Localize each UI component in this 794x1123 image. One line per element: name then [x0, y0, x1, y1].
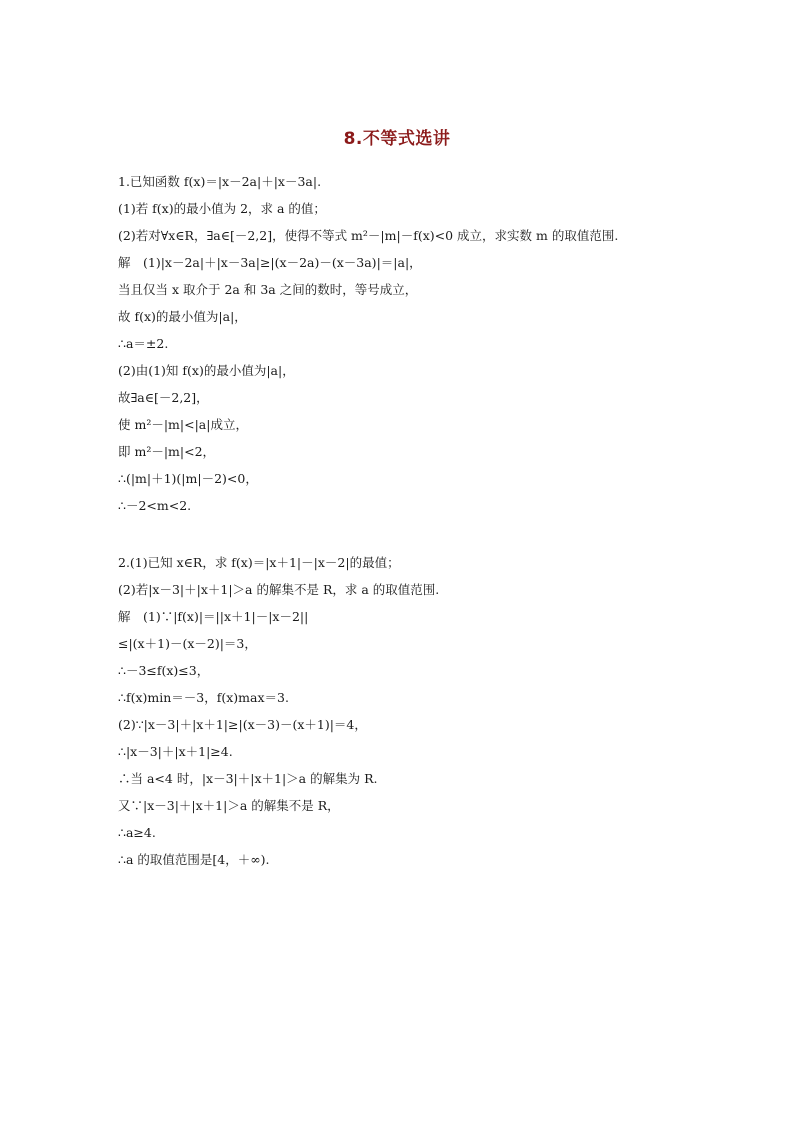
solution-line: 故 f(x)的最小值为|a|，	[118, 309, 247, 324]
problem-2	[118, 549, 738, 873]
solution-line: 又∵|x－3|＋|x＋1|＞a 的解集不是 R，	[118, 798, 340, 813]
page-title: 8.不等式选讲	[343, 129, 451, 149]
solution-line: ∴当 a<4 时，|x－3|＋|x＋1|＞a 的解集为 R.	[118, 771, 378, 786]
problem-1	[118, 168, 738, 519]
solution-line: ∴－3≤f(x)≤3，	[118, 663, 210, 678]
problem-1-statement: 1.已知函数 f(x)＝|x－2a|＋|x－3a|.	[118, 174, 322, 189]
solution-line: 解 (1)|x－2a|＋|x－3a|≥|(x－2a)－(x－3a)|＝|a|，	[118, 255, 422, 270]
solution-line: ∴a 的取值范围是[4，＋∞).	[118, 852, 270, 867]
solution-line: ∴(|m|＋1)(|m|－2)<0，	[118, 471, 258, 486]
problem-2-part-2: (2)若|x－3|＋|x＋1|＞a 的解集不是 R，求 a 的取值范围.	[118, 582, 440, 597]
solution-line: 即 m²－|m|<2，	[118, 444, 216, 459]
problem-1-part-1: (1)若 f(x)的最小值为 2，求 a 的值；	[118, 201, 326, 216]
problem-2-part-1: 2.(1)已知 x∈R，求 f(x)＝|x＋1|－|x－2|的最值；	[118, 555, 400, 570]
solution-line: ≤|(x＋1)－(x－2)|＝3，	[118, 636, 257, 651]
solution-line: ∴－2<m<2.	[118, 498, 192, 513]
solution-line: 故∃a∈[－2,2]，	[118, 390, 209, 405]
solution-line: ∴a＝±2.	[118, 336, 169, 351]
solution-line: 使 m²－|m|<|a|成立，	[118, 417, 248, 432]
solution-line: ∴|x－3|＋|x＋1|≥4.	[118, 744, 233, 759]
solution-line: ∴a≥4.	[118, 825, 156, 840]
solution-line: ∴f(x)min＝－3，f(x)max＝3.	[118, 690, 289, 705]
solution-line: (2)由(1)知 f(x)的最小值为|a|，	[118, 363, 295, 378]
solution-line: 解 (1)∵|f(x)|＝||x＋1|－|x－2||	[118, 609, 309, 624]
solution-line: 当且仅当 x 取介于 2a 和 3a 之间的数时，等号成立，	[118, 282, 418, 297]
solution-line: (2)∵|x－3|＋|x＋1|≥|(x－3)－(x＋1)|＝4，	[118, 717, 367, 732]
problem-1-part-2: (2)若对∀x∈R，∃a∈[－2,2]，使得不等式 m²－|m|－f(x)<0 成立，求实数 m 的取值范围.	[118, 228, 619, 243]
